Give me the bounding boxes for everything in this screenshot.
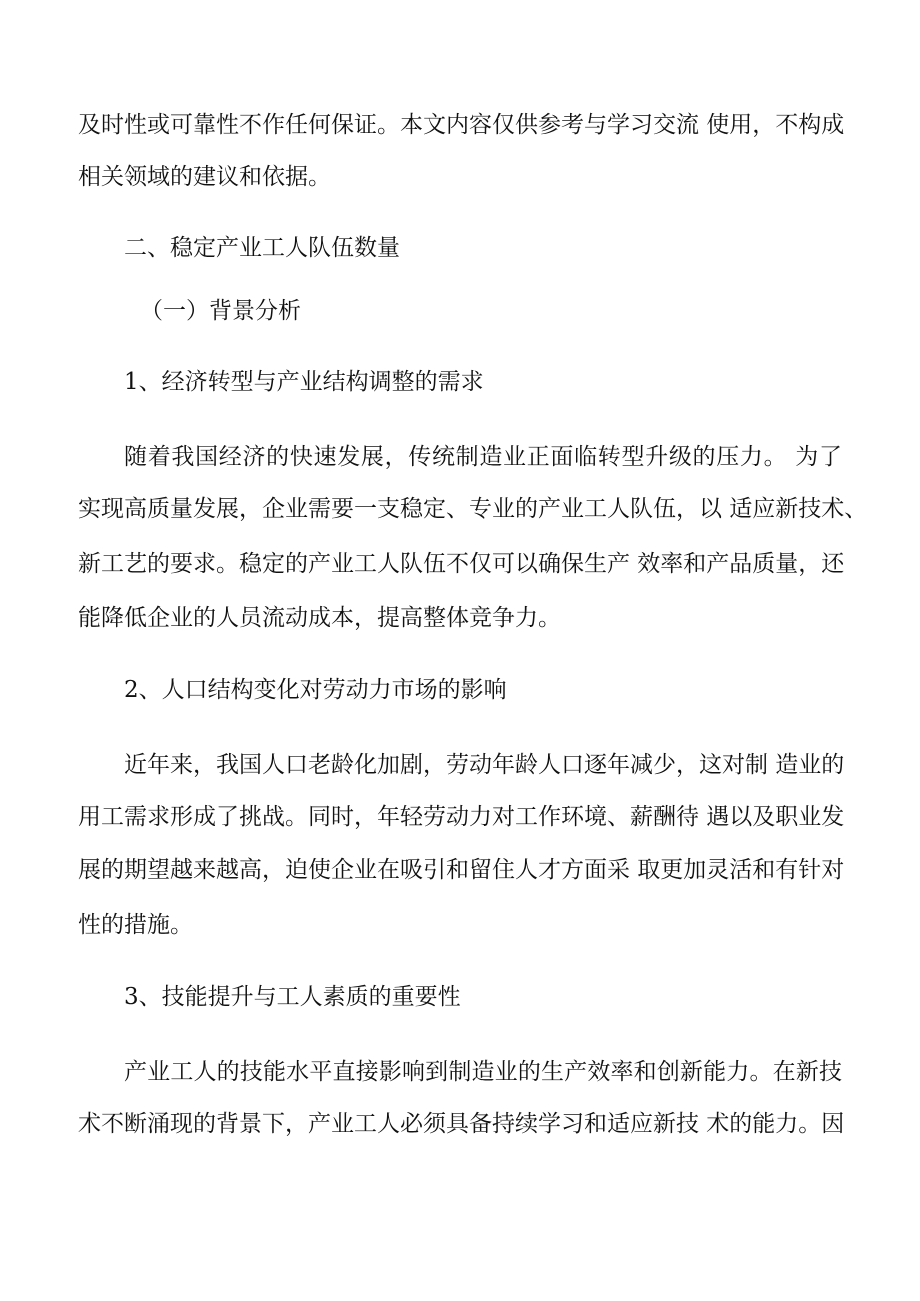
text-line-2: 相关领域的建议和依据。	[78, 164, 331, 190]
paragraph-2-line-4: 性的措施。	[78, 912, 193, 938]
paragraph-1-line-1: 随着我国经济的快速发展，传统制造业正面临转型升级的压力。 为了	[124, 444, 842, 470]
paragraph-3-line-1: 产业工人的技能水平直接影响到制造业的生产效率和创新能力。在新技	[124, 1059, 842, 1085]
point-heading-1: 1、经济转型与产业结构调整的需求	[124, 369, 484, 395]
paragraph-2-line-3: 展的期望越来越高，迫使企业在吸引和留住人才方面采 取更加灵活和有针对	[78, 857, 845, 883]
section-heading: 二、稳定产业工人队伍数量	[124, 235, 400, 261]
paragraph-1-line-2: 实现高质量发展，企业需要一支稳定、专业的产业工人队伍，以 适应新技术、	[78, 496, 868, 522]
paragraph-2-line-1: 近年来，我国人口老龄化加剧，劳动年龄人口逐年减少，这对制 造业的	[124, 752, 845, 778]
point-heading-3: 3、技能提升与工人素质的重要性	[124, 984, 461, 1010]
paragraph-1-line-4: 能降低企业的人员流动成本，提高整体竞争力。	[78, 605, 561, 631]
paragraph-3-line-2: 术不断涌现的背景下，产业工人必须具备持续学习和适应新技 术的能力。因	[78, 1111, 845, 1137]
point-heading-2: 2、人口结构变化对劳动力市场的影响	[124, 677, 507, 703]
text-line-1: 及时性或可靠性不作任何保证。本文内容仅供参考与学习交流 使用，不构成	[78, 112, 845, 138]
paragraph-2-line-2: 用工需求形成了挑战。同时，年轻劳动力对工作环境、薪酬待 遇以及职业发	[78, 804, 845, 830]
subsection-heading: （一）背景分析	[140, 298, 301, 324]
paragraph-1-line-3: 新工艺的要求。稳定的产业工人队伍不仅可以确保生产 效率和产品质量，还	[78, 551, 845, 577]
